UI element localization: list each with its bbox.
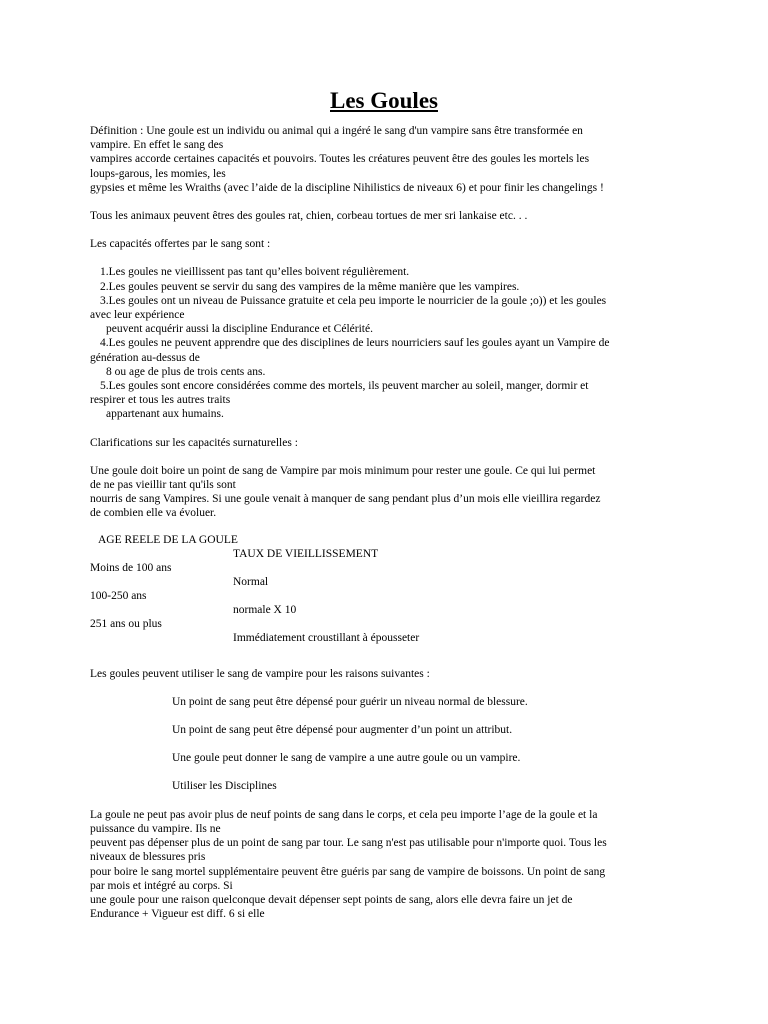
clarifications-line: de ne pas vieillir tant qu'ils sont bbox=[90, 479, 236, 492]
closing-line: La goule ne peut pas avoir plus de neuf points de sang dans le corps, et cela peu importe l’age de la goule et la bbox=[90, 808, 598, 821]
list-item-line: 1.Les goules ne vieillissent pas tant qu’elles boivent régulièrement. bbox=[100, 266, 410, 279]
list-item bbox=[90, 280, 680, 294]
age-table-row-age: 251 ans ou plus bbox=[90, 617, 162, 630]
definition-line: Définition : Une goule est un individu ou animal qui a ingéré le sang d'un vampire sans être transformée en bbox=[90, 125, 583, 137]
list-item bbox=[90, 294, 680, 337]
definition-line: vampires accorde certaines capacités et pouvoirs. Toutes les créatures peuvent être des goules les mortels les bbox=[90, 153, 590, 166]
list-item-line: appartenant aux humains. bbox=[106, 408, 224, 421]
list-item: Un point de sang peut être dépensé pour guérir un niveau normal de blessure. bbox=[172, 695, 528, 708]
definition-line: gypsies et même les Wraiths (avec l’aide de la discipline Nihilistics de niveaux 6) et pour finir les changelings ! bbox=[90, 181, 604, 194]
closing-line: une goule pour une raison quelconque devait dépenser sept points de sang, alors elle devra faire un jet de bbox=[90, 893, 573, 906]
clarifications-paragraph bbox=[90, 464, 680, 521]
clarifications-line: de combien elle va évoluer. bbox=[90, 507, 217, 520]
age-table-row-rate: Normal bbox=[233, 575, 269, 588]
age-table-header-age: AGE REELE DE LA GOULE bbox=[98, 533, 238, 546]
age-table-row-age: 100-250 ans bbox=[90, 589, 147, 602]
uses-intro: Les goules peuvent utiliser le sang de vampire pour les raisons suivantes : bbox=[90, 667, 430, 680]
list-item-line: génération au-dessus de bbox=[90, 351, 200, 364]
closing-line: par mois et intégré au corps. Si bbox=[90, 879, 233, 892]
animals-paragraph: Tous les animaux peuvent êtres des goules rat, chien, corbeau tortues de mer sri lankaise etc. . . bbox=[90, 210, 528, 223]
age-table-row-rate: Immédiatement croustillant à épousseter bbox=[233, 631, 420, 644]
closing-line: niveaux de blessures pris bbox=[90, 851, 206, 864]
closing-line: puissance du vampire. Ils ne bbox=[90, 822, 221, 835]
age-table-header-rate: TAUX DE VIEILLISSEMENT bbox=[233, 547, 379, 560]
document-body bbox=[90, 124, 680, 921]
list-item-line: 5.Les goules sont encore considérées comme des mortels, ils peuvent marcher au soleil, manger, dormir et bbox=[100, 380, 589, 393]
uses-list bbox=[90, 695, 680, 794]
list-item-line: 3.Les goules ont un niveau de Puissance gratuite et cela peu importe le nourricier de la goule ;o)) et les goules bbox=[100, 294, 607, 307]
capacities-list bbox=[90, 265, 680, 421]
clarifications-line: Une goule doit boire un point de sang de Vampire par mois minimum pour rester une goule. Ce qui lui permet bbox=[90, 464, 596, 477]
age-table-row-rate: normale X 10 bbox=[233, 603, 297, 616]
list-item-line: 8 ou age de plus de trois cents ans. bbox=[106, 365, 266, 378]
list-item-line: peuvent acquérir aussi la discipline Endurance et Célérité. bbox=[106, 323, 373, 336]
document-title: Les Goules bbox=[330, 88, 438, 113]
list-item-line: 2.Les goules peuvent se servir du sang des vampires de la même manière que les vampires. bbox=[100, 280, 520, 293]
list-item: Utiliser les Disciplines bbox=[172, 780, 277, 793]
capacities-intro: Les capacités offertes par le sang sont : bbox=[90, 238, 271, 251]
list-item-line: respirer et tous les autres traits bbox=[90, 394, 231, 407]
closing-line: Endurance + Vigueur est diff. 6 si elle bbox=[90, 908, 265, 921]
clarifications-line: nourris de sang Vampires. Si une goule venait à manquer de sang pendant plus d’un mois elle vieillira regardez bbox=[90, 493, 601, 506]
closing-line: pour boire le sang mortel supplémentaire peuvent être guéris par sang de vampire de boissons. Un point de sang bbox=[90, 865, 606, 878]
list-item: Un point de sang peut être dépensé pour augmenter d’un point un attribut. bbox=[172, 724, 513, 737]
definition-line: vampire. En effet le sang des bbox=[90, 139, 224, 152]
closing-paragraph bbox=[90, 808, 680, 922]
definition-paragraph bbox=[90, 124, 680, 195]
definition-line: loups-garous, les momies, les bbox=[90, 167, 226, 180]
list-item bbox=[90, 265, 680, 279]
list-item bbox=[90, 336, 680, 379]
list-item-line: 4.Les goules ne peuvent apprendre que des disciplines de leurs nourriciers sauf les goules ayant un Vampire de bbox=[100, 337, 610, 350]
list-item-line: avec leur expérience bbox=[90, 309, 185, 322]
list-item: Une goule peut donner le sang de vampire a une autre goule ou un vampire. bbox=[172, 752, 521, 765]
closing-line: peuvent pas dépenser plus de un point de sang par tour. Le sang n'est pas utilisable pour n'importe quoi. Tous les bbox=[90, 837, 607, 850]
age-table bbox=[90, 533, 680, 643]
list-item bbox=[90, 379, 680, 422]
clarifications-heading: Clarifications sur les capacités surnaturelles : bbox=[90, 436, 298, 449]
age-table-row-age: Moins de 100 ans bbox=[90, 561, 172, 574]
